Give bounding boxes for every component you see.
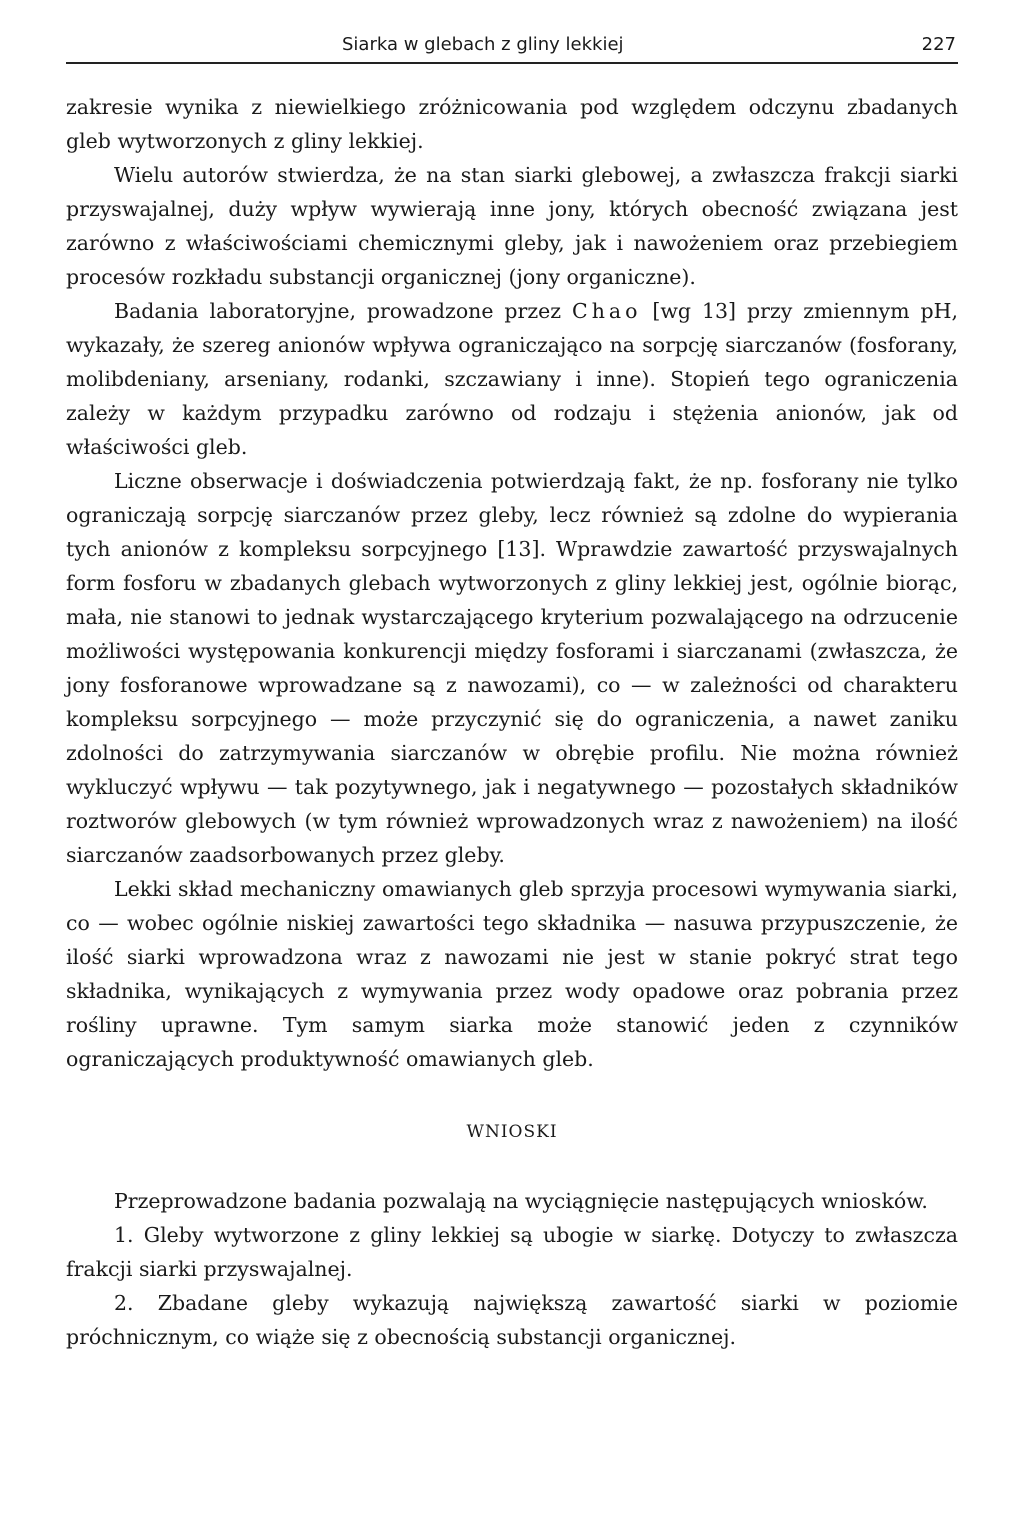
paragraph-3-before-author: Badania laboratoryjne, prowadzone przez (114, 299, 562, 323)
page-number: 227 (921, 34, 956, 55)
running-title: Siarka w glebach z gliny lekkiej (342, 34, 624, 55)
conclusion-item-2: 2. Zbadane gleby wykazują największą zawartość siarki w poziomie próchnicznym, co wiąże się z obecnością substancji organicznej. (66, 1291, 958, 1349)
paragraph-3-after-author: [wg 13] przy zmiennym pH, wykazały, że szereg anionów wpływa ograniczająco na sorpcję siarczanów (fosforany, molibdeniany, arseniany, rodanki, szczawiany i inne). Stopień tego ograniczenia zależy w każdym przypadku zarówno od rodzaju i stężenia anionów, jak od właściwości gleb. (66, 299, 958, 459)
paragraph-3 (66, 294, 958, 464)
conclusions-text (66, 1184, 958, 1354)
paragraph-5: Lekki skład mechaniczny omawianych gleb sprzyja procesowi wymywania siarki, co — wobec ogólnie niskiej zawartości tego składnika — nasuwa przypuszczenie, że ilość siarki wprowadzona wraz z nawozami nie jest w stanie pokryć strat tego składnika, wynikających z wymywania przez wody opadowe oraz pobrania przez rośliny uprawne. Tym samym siarka może stanowić jeden z czynników ograniczających produktywność omawianych gleb. (66, 877, 958, 1071)
paragraph-2: Wielu autorów stwierdza, że na stan siarki glebowej, a zwłaszcza frakcji siarki przyswajalnej, duży wpływ wywierają inne jony, których obecność związana jest zarówno z właściwościami chemicznymi gleby, jak i nawożeniem oraz przebiegiem procesów rozkładu substancji organicznej (jony organiczne). (66, 163, 958, 289)
author-name-chao: Chao (572, 299, 642, 323)
paragraph-4: Liczne obserwacje i doświadczenia potwierdzają fakt, że np. fosforany nie tylko ograniczają sorpcję siarczanów przez gleby, lecz również są zdolne do wypierania tych anionów z kompleksu sorpcyjnego [13]. Wprawdzie zawartość przyswajalnych form fosforu w zbadanych glebach wytworzonych z gliny lekkiej jest, ogólnie biorąc, mała, nie stanowi to jednak wystarczającego kryterium pozwalającego na odrzucenie możliwości występowania konkurencji między fosforami i siarczanami (zwłaszcza, że jony fosforanowe wprowadzane są z nawozami), co — w zależności od charakteru kompleksu sorpcyjnego — może przyczynić się do ograniczenia, a nawet zaniku zdolności do zatrzymywania siarczanów w obrębie profilu. Nie można również wykluczyć wpływu — tak pozytywnego, jak i negatywnego — pozostałych składników roztworów glebowych (w tym również wprowadzonych wraz z nawożeniem) na ilość siarczanów zaadsorbowanych przez gleby. (66, 469, 958, 867)
section-heading-wnioski: WNIOSKI (466, 1122, 558, 1142)
conclusions-intro: Przeprowadzone badania pozwalają na wyciągnięcie następujących wniosków. (114, 1189, 928, 1213)
article-page (66, 30, 958, 1354)
body-text (66, 90, 958, 1076)
running-header (66, 30, 958, 60)
header-rule (66, 62, 958, 64)
conclusion-item-1: 1. Gleby wytworzone z gliny lekkiej są ubogie w siarkę. Dotyczy to zwłaszcza frakcji siarki przyswajalnej. (66, 1223, 958, 1281)
paragraph-1: zakresie wynika z niewielkiego zróżnicowania pod względem odczynu zbadanych gleb wytworzonych z gliny lekkiej. (66, 95, 958, 153)
